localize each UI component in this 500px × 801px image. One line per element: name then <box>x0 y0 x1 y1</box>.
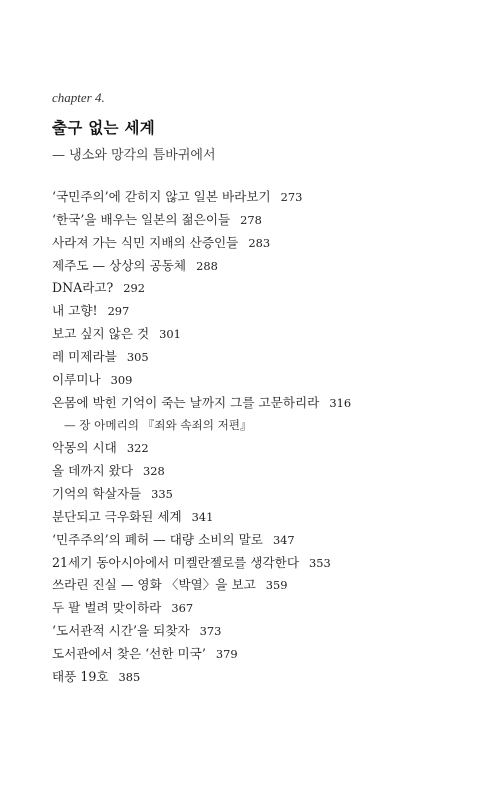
chapter-label: chapter 4. <box>52 90 105 105</box>
toc-entry-title: 사라져 가는 식민 지배의 산증인들 <box>52 234 239 250</box>
toc-entry <box>52 209 472 232</box>
toc-entry-page: 305 <box>126 349 149 364</box>
toc-entry-title: 이루미나 <box>52 371 101 387</box>
toc-entry-title: ‘한국’을 배우는 일본의 젊은이들 <box>52 211 231 227</box>
toc-entry <box>52 643 472 666</box>
toc-entry-title: 두 팔 벌려 맞이하라 <box>52 600 162 616</box>
toc-entry-page: 373 <box>199 624 222 639</box>
toc-entry-page: 359 <box>265 578 288 593</box>
toc-entry <box>52 620 472 643</box>
toc-entry-page: 367 <box>171 601 194 616</box>
toc-entry-page: 316 <box>329 395 352 410</box>
table-of-contents <box>52 186 472 689</box>
toc-entry-page: 335 <box>151 486 173 501</box>
toc-entry-subtitle <box>52 414 472 437</box>
toc-entry-page: 297 <box>107 304 130 319</box>
toc-entry-title: ‘도서관적 시간’을 되찾자 <box>52 623 190 639</box>
toc-entry <box>52 232 472 255</box>
toc-entry-page: 341 <box>191 509 214 524</box>
toc-entry-page: 328 <box>143 464 165 479</box>
toc-entry-title: 도서관에서 찾은 ‘선한 미국’ <box>52 645 206 661</box>
toc-entry <box>52 666 472 689</box>
toc-entry-title: 분단되고 극우화된 세계 <box>52 508 182 524</box>
toc-entry-page: 301 <box>159 327 181 342</box>
toc-entry-page: 292 <box>123 281 146 296</box>
toc-entry-page: 283 <box>248 235 271 250</box>
toc-entry-title: 올 데까지 왔다 <box>52 463 133 479</box>
toc-entry-title: 제주도 — 상상의 공동체 <box>52 257 187 273</box>
toc-entry <box>52 323 472 346</box>
toc-entry-page: 273 <box>280 190 303 204</box>
toc-entry-page: 347 <box>272 532 295 547</box>
chapter-title: 출구 없는 세계 <box>52 119 156 137</box>
toc-entry-page: 278 <box>240 212 262 227</box>
toc-entry <box>52 369 472 392</box>
toc-entry-title: 기억의 학살자들 <box>52 485 142 501</box>
toc-entry-title: 내 고향! <box>52 303 98 319</box>
toc-entry <box>52 300 472 323</box>
toc-entry-page: 353 <box>309 555 331 570</box>
toc-entry-title: 레 미제라블 <box>52 348 117 364</box>
toc-entry <box>52 255 472 278</box>
toc-entry <box>52 186 472 209</box>
toc-entry-title: 태풍 19호 <box>52 668 109 684</box>
toc-entry-page: 309 <box>110 372 133 387</box>
toc-entry <box>52 460 472 483</box>
toc-entry <box>52 597 472 620</box>
toc-entry-title: ‘국민주의’에 갇히지 않고 일본 바라보기 <box>52 189 271 204</box>
toc-entry <box>52 437 472 460</box>
toc-entry <box>52 529 472 552</box>
toc-entry-page: 288 <box>196 258 218 273</box>
toc-entry-title: DNA라고? <box>52 280 114 296</box>
toc-entry-title: ‘민주주의’의 폐허 — 대량 소비의 말로 <box>52 531 263 547</box>
toc-entry-page: 379 <box>215 646 238 661</box>
toc-entry-page: 385 <box>118 669 141 684</box>
toc-entry <box>52 346 472 369</box>
toc-entry <box>52 483 472 506</box>
toc-entry <box>52 574 472 597</box>
toc-entry <box>52 277 472 300</box>
toc-entry-title: 악몽의 시대 <box>52 440 117 456</box>
toc-entry-page: 322 <box>126 441 149 456</box>
chapter-subtitle: — 냉소와 망각의 틈바귀에서 <box>52 148 216 163</box>
toc-entry-title: 쓰라린 진실 — 영화 〈박열〉을 보고 <box>52 577 256 593</box>
toc-entry-title: 21세기 동아시아에서 미켈란젤로를 생각한다 <box>52 554 300 570</box>
toc-entry-title: 보고 싶지 않은 것 <box>52 326 150 342</box>
toc-entry <box>52 506 472 529</box>
toc-entry-title: 온몸에 박힌 기억이 죽는 날까지 그를 고문하리라 <box>52 394 320 410</box>
toc-entry <box>52 552 472 575</box>
toc-entry-title: — 장 아메리의 『죄와 속죄의 저편』 <box>64 418 252 433</box>
toc-entry <box>52 392 472 415</box>
